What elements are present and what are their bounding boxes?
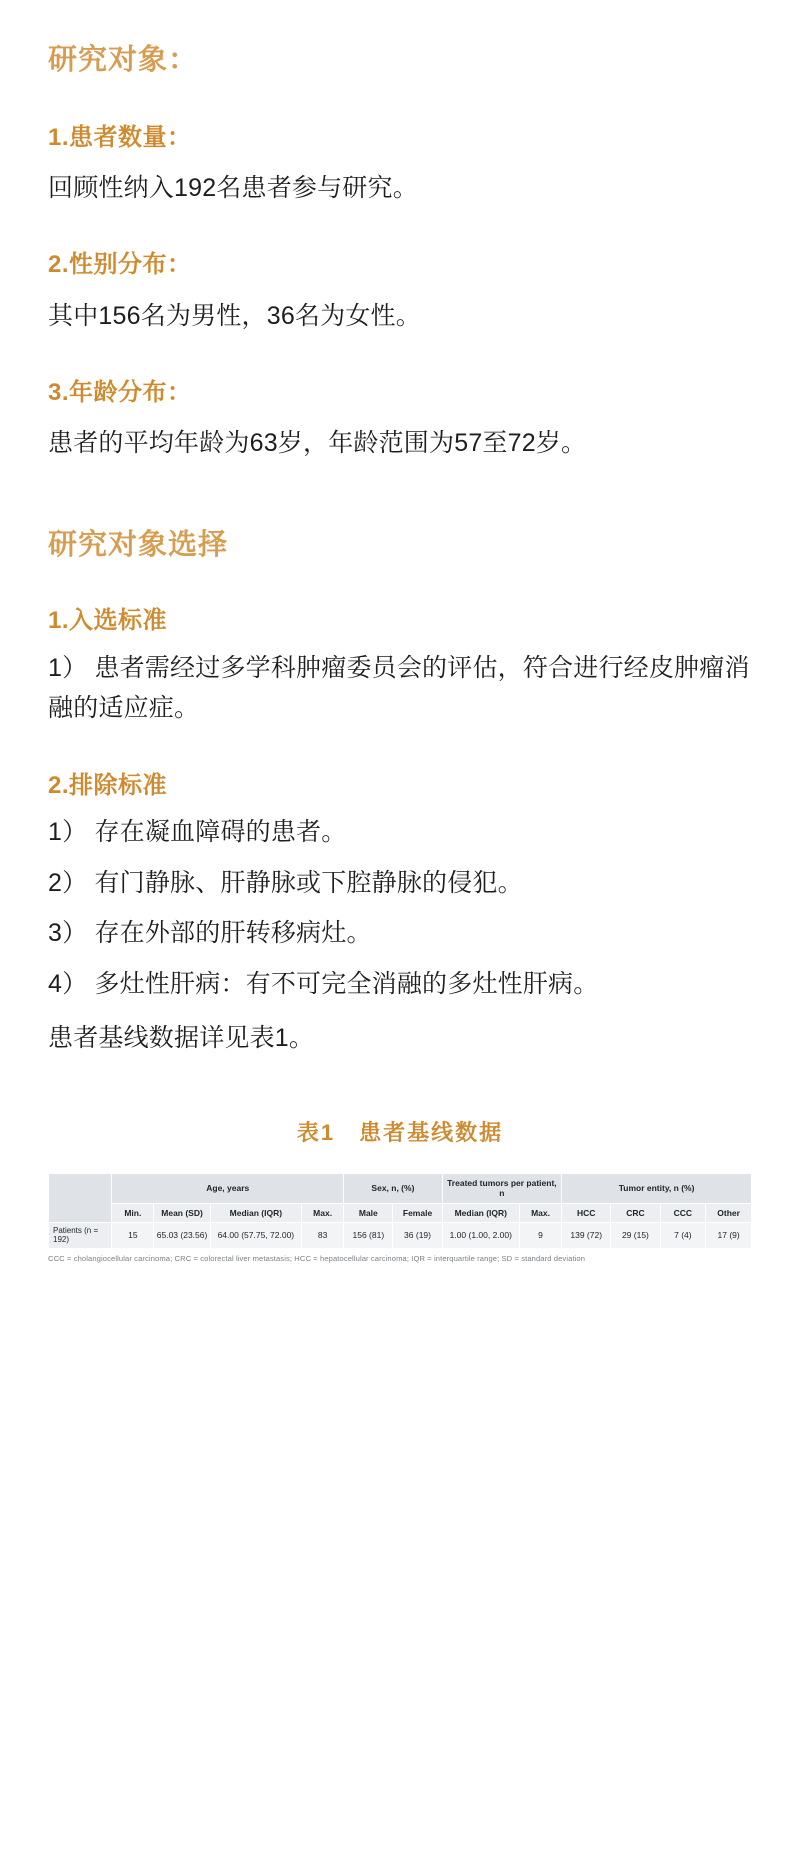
column-header-male: Male [344, 1203, 393, 1222]
column-header-age-median: Median (IQR) [210, 1203, 301, 1222]
cell-female: 36 (19) [393, 1222, 442, 1248]
column-header-hcc: HCC [562, 1203, 611, 1222]
list-item: 2） 有门静脉、肝静脉或下腔静脉的侵犯。 [48, 868, 523, 897]
subheading-inclusion-criteria: 1.入选标准 [48, 606, 168, 634]
subheading-sex-distribution: 2.性别分布： [48, 251, 192, 279]
cell-tumors-median: 1.00 (1.00, 2.00) [442, 1222, 519, 1248]
column-header-tumors-max: Max. [519, 1203, 561, 1222]
cell-hcc: 139 (72) [562, 1222, 611, 1248]
paragraph-patient-count: 回顾性纳入192名患者参与研究。 [48, 174, 418, 203]
group-header-tumor-entity: Tumor entity, n (%) [562, 1174, 752, 1203]
list-item: 1） 患者需经过多学科肿瘤委员会的评估，符合进行经皮肿瘤消融的适应症。 [48, 653, 750, 723]
paragraph-sex-distribution: 其中156名为男性，36名为女性。 [48, 301, 421, 330]
column-header-ccc: CCC [660, 1203, 706, 1222]
baseline-table-wrapper [48, 1173, 752, 1263]
cell-age-min: 15 [112, 1222, 154, 1248]
cell-crc: 29 (15) [611, 1222, 660, 1248]
list-item: 1） 存在凝血障碍的患者。 [48, 818, 347, 847]
row-label-patients: Patients (n = 192) [49, 1222, 112, 1248]
subheading-exclusion-criteria: 2.排除标准 [48, 771, 168, 799]
column-header-female: Female [393, 1203, 442, 1222]
column-header-age-max: Max. [302, 1203, 344, 1222]
cell-other: 17 (9) [706, 1222, 752, 1248]
table-group-header-row [49, 1174, 752, 1203]
table-sub-header-row [49, 1203, 752, 1222]
page-title: 研究对象： [48, 44, 199, 76]
cell-ccc: 7 (4) [660, 1222, 706, 1248]
section-title-subject-selection: 研究对象选择 [48, 529, 229, 562]
cell-age-max: 83 [302, 1222, 344, 1248]
column-header-tumors-median: Median (IQR) [442, 1203, 519, 1222]
table-row [49, 1222, 752, 1248]
column-header-age-mean: Mean (SD) [154, 1203, 210, 1222]
list-item: 3） 存在外部的肝转移病灶。 [48, 919, 372, 948]
table-caption: 表1 患者基线数据 [296, 1120, 504, 1146]
column-header-age-min: Min. [112, 1203, 154, 1222]
group-header-age: Age, years [112, 1174, 344, 1203]
column-header-other: Other [706, 1203, 752, 1222]
group-header-sex: Sex, n, (%) [344, 1174, 442, 1203]
paragraph-age-distribution: 患者的平均年龄为63岁，年龄范围为57至72岁。 [48, 429, 587, 458]
cell-age-mean: 65.03 (23.56) [154, 1222, 210, 1248]
subheading-age-distribution: 3.年龄分布： [48, 378, 192, 406]
cell-tumors-max: 9 [519, 1222, 561, 1248]
table-corner-cell [49, 1174, 112, 1223]
paragraph-table-reference: 患者基线数据详见表1。 [48, 1024, 315, 1053]
list-item: 4） 多灶性肝病：有不可完全消融的多灶性肝病。 [48, 969, 599, 998]
table-footnote: CCC = cholangiocellular carcinoma; CRC = colorectal liver metastasis; HCC = hepatocellular carcinoma; IQR = interquartile range; SD = standard deviation [48, 1253, 586, 1263]
cell-age-median: 64.00 (57.75, 72.00) [210, 1222, 301, 1248]
column-header-crc: CRC [611, 1203, 660, 1222]
baseline-table [48, 1173, 752, 1249]
subheading-patient-count: 1.患者数量： [48, 123, 192, 151]
cell-male: 156 (81) [344, 1222, 393, 1248]
group-header-treated-tumors: Treated tumors per patient, n [442, 1174, 562, 1203]
